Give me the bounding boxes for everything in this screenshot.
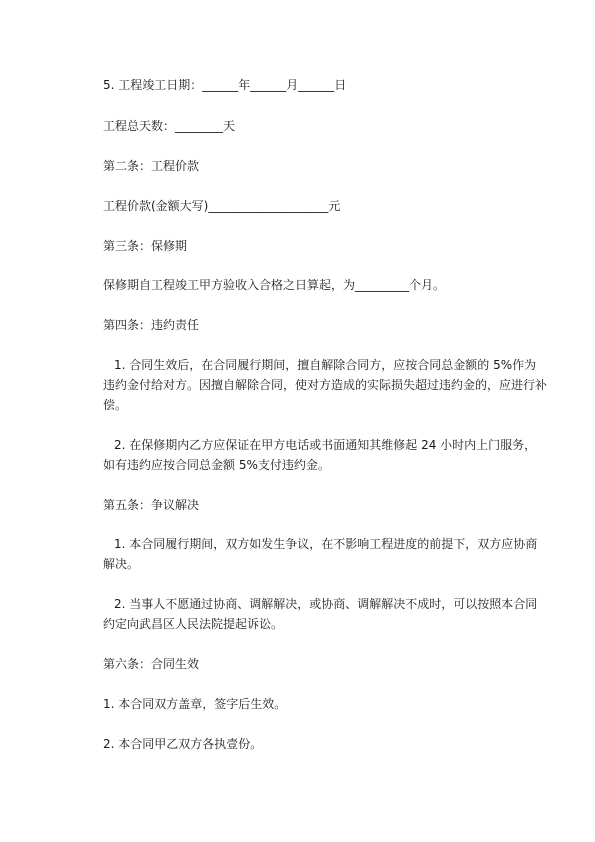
section-6-heading: 第六条：合同生效 — [103, 657, 200, 671]
clause-4-1-line-3: 偿。 — [103, 398, 128, 412]
clause-5-2-line-2: 约定向武昌区人民法院提起诉讼。 — [103, 617, 284, 631]
section-2-heading: 第二条：工程价款 — [103, 159, 200, 173]
warranty-line: 保修期自工程竣工甲方验收入合格之日算起，为_________个月。 — [103, 278, 446, 292]
clause-6-1: 1. 本合同双方盖章，签字后生效。 — [103, 697, 287, 711]
clause-4-2-line-1: 2. 在保修期内乙方应保证在甲方电话或书面通知其维修起 24 小时内上门服务， — [114, 438, 537, 452]
section-5-heading: 第五条：争议解决 — [103, 498, 200, 512]
section-3-heading: 第三条：保修期 — [103, 239, 188, 253]
clause-5-2-line-1: 2. 当事人不愿通过协商、调解解决，或协商、调解解决不成时，可以按照本合同 — [114, 597, 538, 611]
clause-4-1-line-2: 违约金付给对方。因擅自解除合同，使对方造成的实际损失超过违约金的，应进行补 — [103, 378, 548, 392]
clause-6-2: 2. 本合同甲乙双方各执壹份。 — [103, 737, 263, 751]
total-days-line: 工程总天数：________天 — [103, 119, 236, 133]
clause-5-1-line-1: 1. 本合同履行期间，双方如发生争议，在不影响工程进度的前提下，双方应协商 — [114, 537, 538, 551]
clause-4-1-line-1: 1. 合同生效后，在合同履行期间，擅自解除合同方，应按合同总金额的 5%作为 — [114, 358, 537, 372]
section-4-heading: 第四条：违约责任 — [103, 318, 200, 332]
completion-date-line: 5. 工程竣工日期：______年______月______日 — [103, 78, 347, 92]
price-line: 工程价款(金额大写)____________________元 — [103, 199, 341, 213]
clause-4-2-line-2: 如有违约应按合同总金额 5%支付违约金。 — [103, 458, 330, 472]
clause-5-1-line-2: 解决。 — [103, 557, 140, 571]
